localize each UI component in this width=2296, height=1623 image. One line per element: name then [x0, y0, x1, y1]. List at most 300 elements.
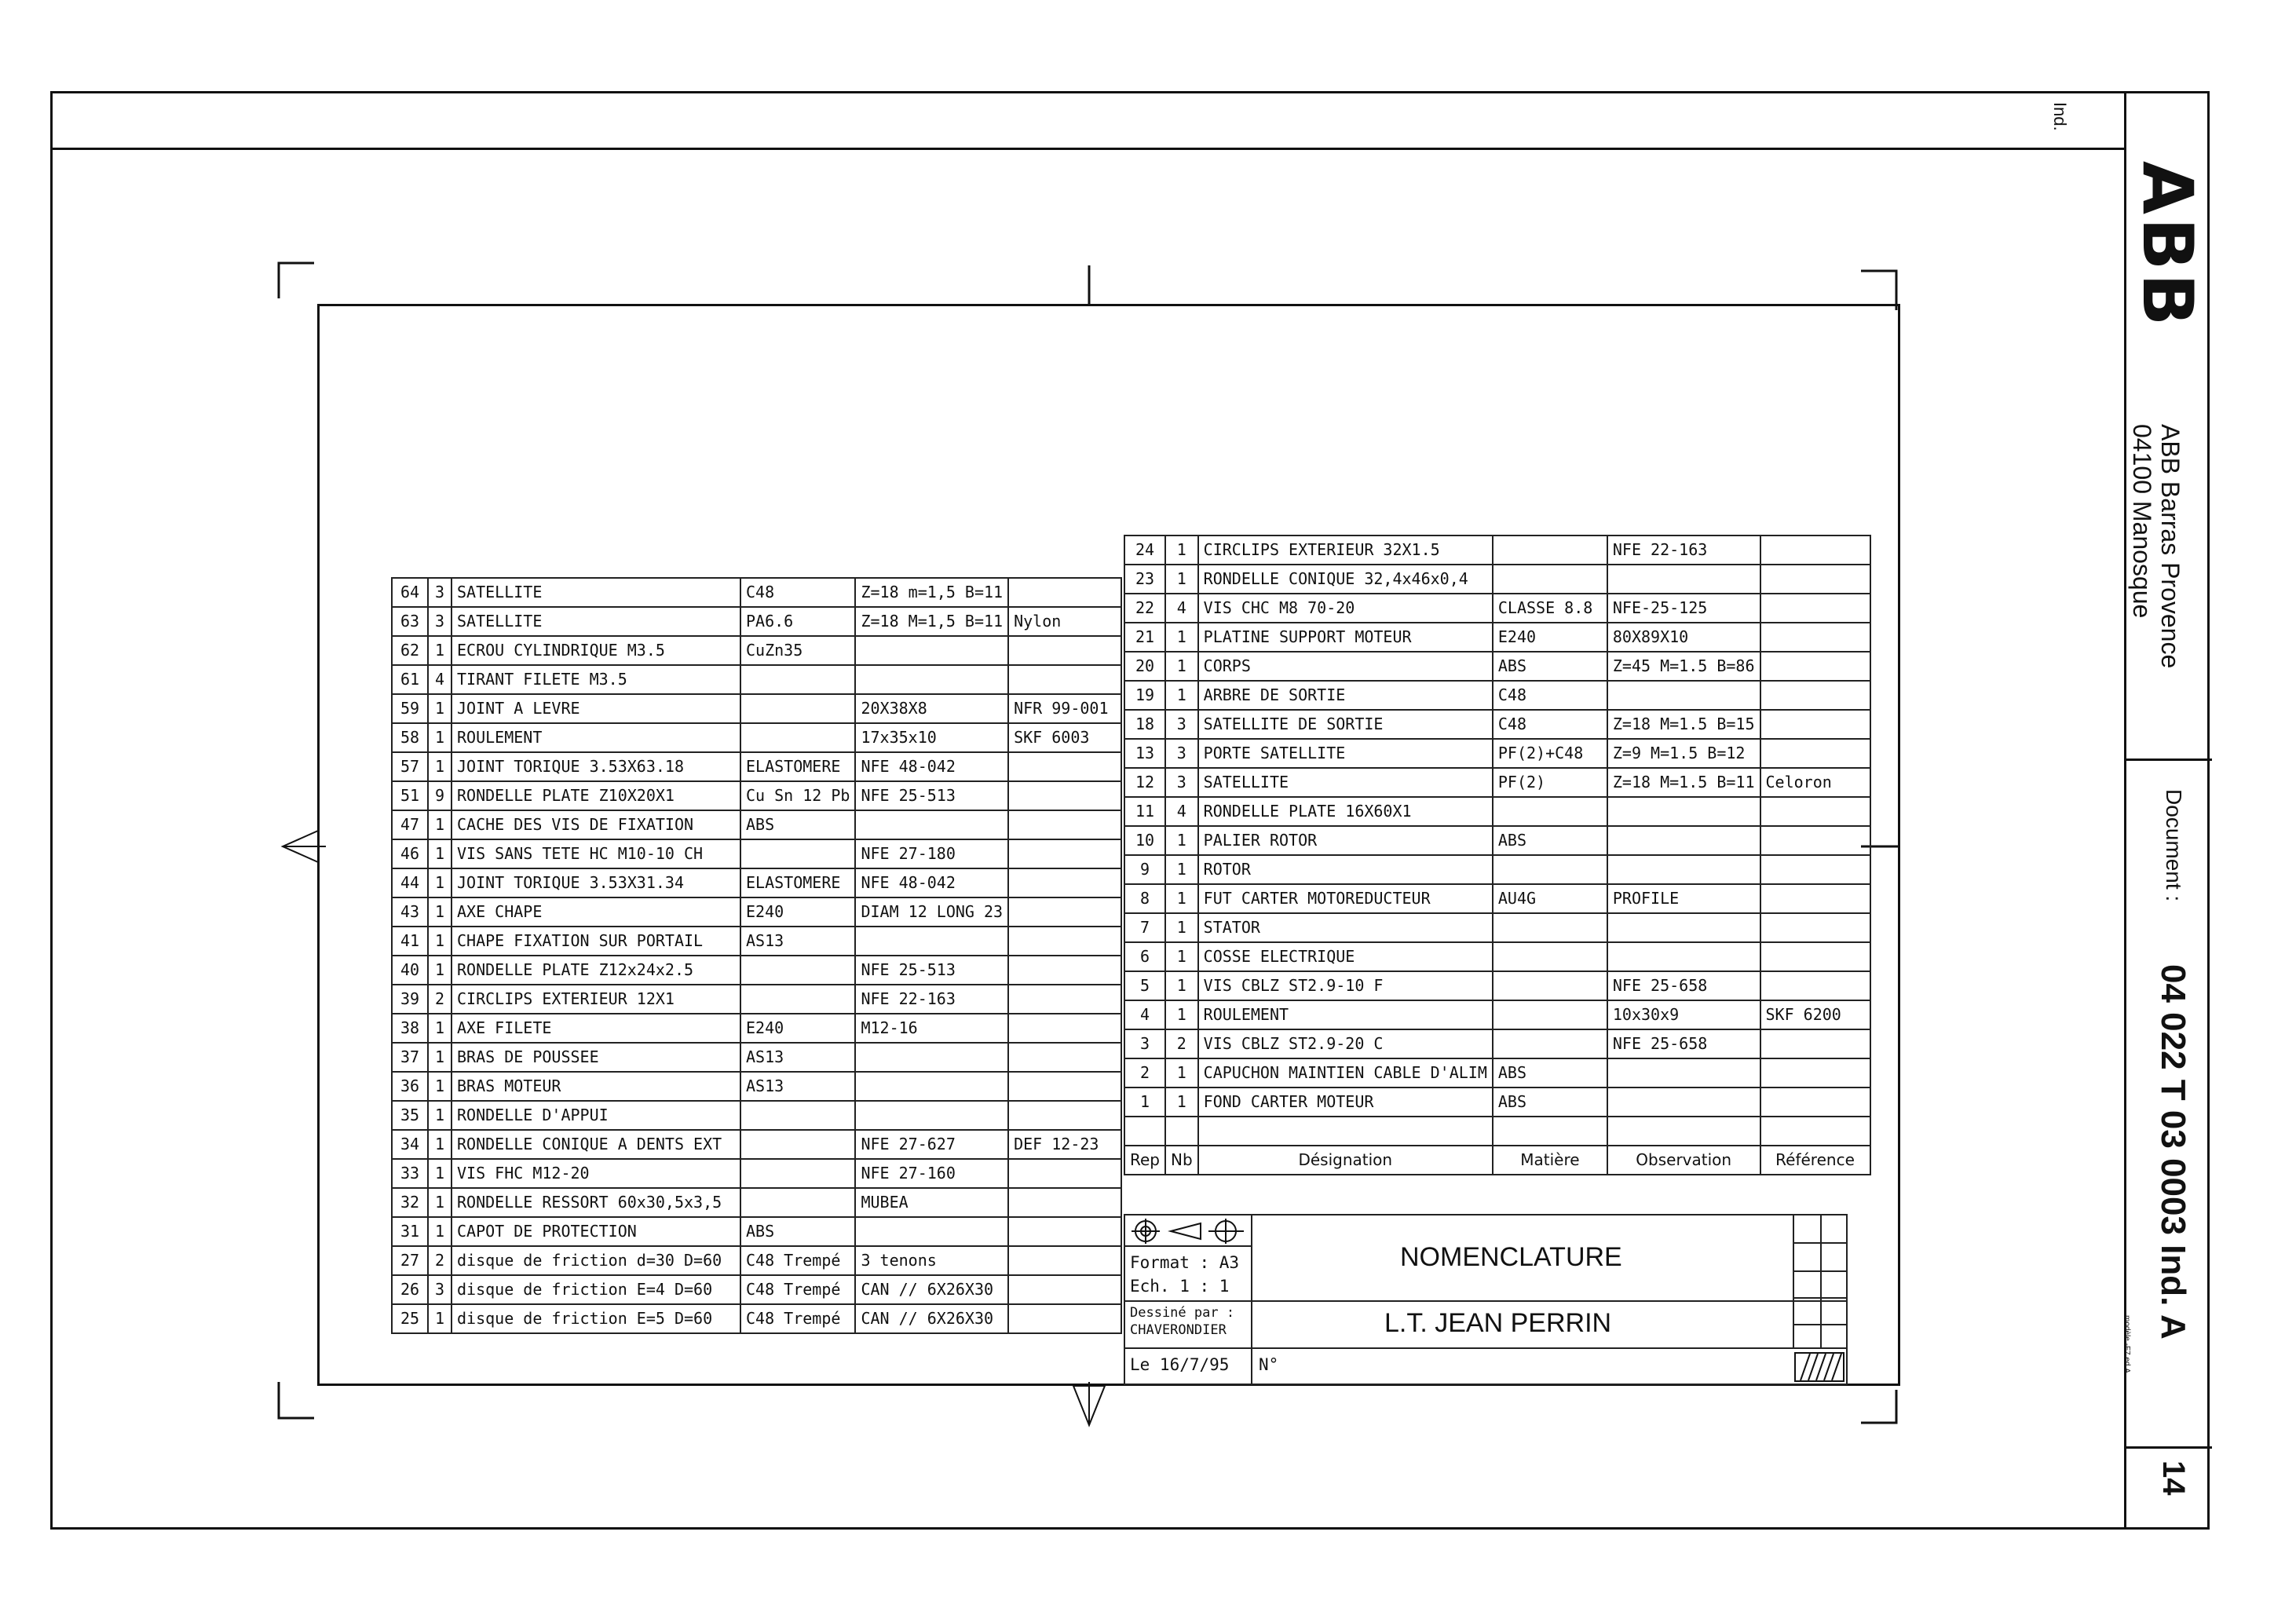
- material-cell: ELASTOMERE: [740, 752, 855, 781]
- designation-cell: disque de friction E=4 D=60: [452, 1275, 740, 1304]
- table-row: [1124, 565, 1870, 594]
- qty-cell: 1: [1165, 536, 1198, 565]
- ind-label: Ind.: [2050, 102, 2070, 131]
- reference-cell: [1760, 565, 1870, 594]
- material-cell: [1493, 1029, 1607, 1058]
- rep-cell: 27: [392, 1246, 428, 1275]
- designation-cell: VIS FHC M12-20: [452, 1159, 740, 1188]
- observation-cell: [1607, 826, 1760, 855]
- observation-cell: [855, 810, 1008, 839]
- designation-cell: ECROU CYLINDRIQUE M3.5: [452, 636, 740, 665]
- observation-cell: 3 tenons: [855, 1246, 1008, 1275]
- reference-cell: SKF 6200: [1760, 1000, 1870, 1029]
- observation-cell: [1607, 1087, 1760, 1117]
- number-label: N°: [1259, 1355, 1279, 1374]
- qty-cell: 1: [428, 1188, 452, 1217]
- material-cell: [1493, 536, 1607, 565]
- reference-cell: NFR 99-001: [1008, 694, 1121, 723]
- observation-cell: Z=18 m=1,5 B=11: [855, 578, 1008, 607]
- rep-cell: 33: [392, 1159, 428, 1188]
- material-cell: CuZn35: [740, 636, 855, 665]
- reference-cell: [1760, 884, 1870, 913]
- table-row: [1124, 942, 1870, 971]
- observation-cell: NFE 27-180: [855, 839, 1008, 868]
- reference-cell: [1008, 636, 1121, 665]
- designation-cell: CIRCLIPS EXTERIEUR 32X1.5: [1198, 536, 1493, 565]
- qty-cell: 1: [428, 1072, 452, 1101]
- company-name: ABB Barras Provence: [2156, 424, 2184, 669]
- table-row: [392, 694, 1121, 723]
- designation-cell: AXE CHAPE: [452, 897, 740, 927]
- qty-cell: 1: [428, 810, 452, 839]
- corner-mark: [1861, 1390, 1896, 1423]
- reference-cell: [1008, 752, 1121, 781]
- designation-cell: CAPOT DE PROTECTION: [452, 1217, 740, 1246]
- qty-cell: 3: [428, 1275, 452, 1304]
- table-row: [1124, 536, 1870, 565]
- reference-cell: [1760, 942, 1870, 971]
- rep-cell: 26: [392, 1275, 428, 1304]
- reference-cell: [1760, 826, 1870, 855]
- material-cell: C48: [1493, 710, 1607, 739]
- table-row: [1124, 739, 1870, 768]
- rep-cell: 38: [392, 1014, 428, 1043]
- rep-cell: 47: [392, 810, 428, 839]
- observation-cell: [855, 1043, 1008, 1072]
- reference-cell: [1008, 1217, 1121, 1246]
- reference-cell: [1760, 855, 1870, 884]
- material-cell: [740, 839, 855, 868]
- rep-cell: 7: [1124, 913, 1165, 942]
- rep-cell: 20: [1124, 652, 1165, 681]
- material-cell: AS13: [740, 1043, 855, 1072]
- observation-cell: Z=18 M=1.5 B=11: [1607, 768, 1760, 797]
- rep-cell: 58: [392, 723, 428, 752]
- table-row: [392, 636, 1121, 665]
- qty-cell: 1: [428, 1217, 452, 1246]
- reference-cell: SKF 6003: [1008, 723, 1121, 752]
- rep-cell: 59: [392, 694, 428, 723]
- reference-cell: Celoron: [1760, 768, 1870, 797]
- table-row: [1124, 797, 1870, 826]
- table-row: [392, 1014, 1121, 1043]
- qty-cell: 1: [1165, 942, 1198, 971]
- reference-cell: [1008, 897, 1121, 927]
- qty-cell: 1: [1165, 565, 1198, 594]
- observation-cell: Z=18 M=1,5 B=11: [855, 607, 1008, 636]
- rep-cell: 13: [1124, 739, 1165, 768]
- reference-cell: [1760, 681, 1870, 710]
- observation-cell: Z=18 M=1.5 B=15: [1607, 710, 1760, 739]
- reference-cell: [1760, 1058, 1870, 1087]
- qty-cell: 1: [428, 723, 452, 752]
- material-cell: ABS: [740, 810, 855, 839]
- bom-table-left: [391, 577, 1122, 1334]
- col-designation: Désignation: [1198, 1146, 1493, 1175]
- table-row: [392, 927, 1121, 956]
- designation-cell: RONDELLE CONIQUE A DENTS EXT: [452, 1130, 740, 1159]
- table-row: [1124, 1058, 1870, 1087]
- reference-cell: [1008, 810, 1121, 839]
- material-cell: [740, 665, 855, 694]
- observation-cell: NFE 48-042: [855, 868, 1008, 897]
- designation-cell: RONDELLE PLATE Z12x24x2.5: [452, 956, 740, 985]
- material-cell: ABS: [1493, 652, 1607, 681]
- qty-cell: 1: [1165, 652, 1198, 681]
- rep-cell: 46: [392, 839, 428, 868]
- designation-cell: ROULEMENT: [452, 723, 740, 752]
- qty-cell: 3: [428, 578, 452, 607]
- designation-cell: TIRANT FILETE M3.5: [452, 665, 740, 694]
- table-row: [392, 1217, 1121, 1246]
- material-cell: C48 Trempé: [740, 1246, 855, 1275]
- material-cell: AS13: [740, 1072, 855, 1101]
- rep-cell: 22: [1124, 594, 1165, 623]
- qty-cell: 1: [1165, 681, 1198, 710]
- designation-cell: BRAS MOTEUR: [452, 1072, 740, 1101]
- designation-cell: SATELLITE: [452, 578, 740, 607]
- observation-cell: NFE 25-658: [1607, 971, 1760, 1000]
- rep-cell: 11: [1124, 797, 1165, 826]
- date-label: Le 16/7/95: [1130, 1355, 1230, 1374]
- material-cell: C48: [740, 578, 855, 607]
- material-cell: [740, 723, 855, 752]
- material-cell: [1493, 1000, 1607, 1029]
- table-row: [392, 781, 1121, 810]
- designation-cell: AXE FILETE: [452, 1014, 740, 1043]
- designation-cell: ROULEMENT: [1198, 1000, 1493, 1029]
- qty-cell: 1: [428, 868, 452, 897]
- reference-cell: [1760, 1087, 1870, 1117]
- drawn-by-label: Dessiné par :: [1130, 1305, 1235, 1321]
- table-row: [392, 985, 1121, 1014]
- reference-cell: [1760, 971, 1870, 1000]
- rep-cell: 51: [392, 781, 428, 810]
- observation-cell: [1607, 797, 1760, 826]
- observation-cell: NFE 22-163: [855, 985, 1008, 1014]
- table-row: [392, 1072, 1121, 1101]
- qty-cell: 1: [428, 636, 452, 665]
- table-row: [392, 1159, 1121, 1188]
- hatch-box-icon: [1794, 1352, 1844, 1382]
- table-row: [1124, 1000, 1870, 1029]
- rep-cell: 37: [392, 1043, 428, 1072]
- material-cell: [740, 1159, 855, 1188]
- qty-cell: 2: [428, 1246, 452, 1275]
- drawn-by-name: CHAVERONDIER: [1130, 1322, 1227, 1338]
- rep-cell: 35: [392, 1101, 428, 1130]
- reference-cell: [1008, 1159, 1121, 1188]
- table-row: [1124, 855, 1870, 884]
- designation-cell: CORPS: [1198, 652, 1493, 681]
- table-row: [392, 1246, 1121, 1275]
- reference-cell: [1760, 652, 1870, 681]
- document-number: 04 022 T 03 0003 Ind. A: [2154, 964, 2192, 1340]
- observation-cell: [855, 1072, 1008, 1101]
- document-label: Document :: [2162, 789, 2186, 902]
- designation-cell: JOINT TORIQUE 3.53X31.34: [452, 868, 740, 897]
- designation-cell: RONDELLE PLATE 16X60X1: [1198, 797, 1493, 826]
- designation-cell: RONDELLE RESSORT 60x30,5x3,5: [452, 1188, 740, 1217]
- rep-cell: 57: [392, 752, 428, 781]
- material-cell: [1493, 913, 1607, 942]
- qty-cell: 1: [1165, 1087, 1198, 1117]
- material-cell: ELASTOMERE: [740, 868, 855, 897]
- rep-cell: 61: [392, 665, 428, 694]
- rep-cell: 18: [1124, 710, 1165, 739]
- table-row: [1124, 913, 1870, 942]
- rep-cell: 19: [1124, 681, 1165, 710]
- reference-cell: [1760, 739, 1870, 768]
- rep-cell: 41: [392, 927, 428, 956]
- rep-cell: 32: [392, 1188, 428, 1217]
- qty-cell: 1: [428, 897, 452, 927]
- observation-cell: NFE-25-125: [1607, 594, 1760, 623]
- rep-cell: 21: [1124, 623, 1165, 652]
- material-cell: [1493, 565, 1607, 594]
- abb-logo: ABB: [2127, 161, 2208, 330]
- rep-cell: 34: [392, 1130, 428, 1159]
- qty-cell: 1: [428, 1159, 452, 1188]
- rep-cell: 62: [392, 636, 428, 665]
- rep-cell: 40: [392, 956, 428, 985]
- table-row: [392, 1130, 1121, 1159]
- qty-cell: 4: [1165, 594, 1198, 623]
- designation-cell: SATELLITE: [452, 607, 740, 636]
- table-row: [392, 868, 1121, 897]
- rep-cell: 23: [1124, 565, 1165, 594]
- material-cell: Cu Sn 12 Pb: [740, 781, 855, 810]
- designation-cell: JOINT TORIQUE 3.53X63.18: [452, 752, 740, 781]
- observation-cell: PROFILE: [1607, 884, 1760, 913]
- qty-cell: 1: [1165, 913, 1198, 942]
- observation-cell: Z=45 M=1.5 B=86: [1607, 652, 1760, 681]
- material-cell: C48 Trempé: [740, 1304, 855, 1333]
- material-cell: CLASSE 8.8: [1493, 594, 1607, 623]
- designation-cell: SATELLITE DE SORTIE: [1198, 710, 1493, 739]
- table-row: [1124, 652, 1870, 681]
- observation-cell: [1607, 1117, 1760, 1146]
- qty-cell: 1: [428, 1130, 452, 1159]
- col-rep: Rep: [1124, 1146, 1165, 1175]
- designation-cell: disque de friction E=5 D=60: [452, 1304, 740, 1333]
- designation-cell: FOND CARTER MOTEUR: [1198, 1087, 1493, 1117]
- reference-cell: [1760, 1117, 1870, 1146]
- reference-cell: [1008, 927, 1121, 956]
- qty-cell: 4: [428, 665, 452, 694]
- rep-cell: 43: [392, 897, 428, 927]
- observation-cell: 20X38X8: [855, 694, 1008, 723]
- designation-cell: PLATINE SUPPORT MOTEUR: [1198, 623, 1493, 652]
- reference-cell: [1760, 623, 1870, 652]
- observation-cell: DIAM 12 LONG 23: [855, 897, 1008, 927]
- qty-cell: 1: [1165, 1058, 1198, 1087]
- qty-cell: 2: [1165, 1029, 1198, 1058]
- reference-cell: Nylon: [1008, 607, 1121, 636]
- projection-symbol-icon: [1130, 1219, 1248, 1244]
- format-label: Format : A3: [1130, 1253, 1240, 1272]
- material-cell: [740, 694, 855, 723]
- designation-cell: CHAPE FIXATION SUR PORTAIL: [452, 927, 740, 956]
- reference-cell: DEF 12-23: [1008, 1130, 1121, 1159]
- designation-cell: STATOR: [1198, 913, 1493, 942]
- qty-cell: 3: [428, 607, 452, 636]
- rep-cell: 36: [392, 1072, 428, 1101]
- designation-cell: RONDELLE D'APPUI: [452, 1101, 740, 1130]
- designation-cell: CIRCLIPS EXTERIEUR 12X1: [452, 985, 740, 1014]
- reference-cell: [1008, 1014, 1121, 1043]
- reference-cell: [1008, 578, 1121, 607]
- observation-cell: 10x30x9: [1607, 1000, 1760, 1029]
- table-row: [1124, 1029, 1870, 1058]
- material-cell: ABS: [1493, 1058, 1607, 1087]
- material-cell: [740, 1188, 855, 1217]
- table-header-row: [1124, 1146, 1870, 1175]
- qty-cell: 1: [1165, 623, 1198, 652]
- designation-cell: ROTOR: [1198, 855, 1493, 884]
- material-cell: C48: [1493, 681, 1607, 710]
- company-city: 04100 Manosque: [2128, 424, 2156, 619]
- designation-cell: BRAS DE POUSSEE: [452, 1043, 740, 1072]
- rep-cell: 44: [392, 868, 428, 897]
- school-name: L.T. JEAN PERRIN: [1384, 1308, 1612, 1338]
- observation-cell: NFE 25-513: [855, 781, 1008, 810]
- table-row: [1124, 681, 1870, 710]
- table-row: [1124, 971, 1870, 1000]
- designation-cell: VIS CBLZ ST2.9-20 C: [1198, 1029, 1493, 1058]
- reference-cell: [1008, 1043, 1121, 1072]
- observation-cell: [855, 665, 1008, 694]
- qty-cell: 1: [1165, 855, 1198, 884]
- reference-cell: [1008, 781, 1121, 810]
- rep-cell: 64: [392, 578, 428, 607]
- qty-cell: [1165, 1117, 1198, 1146]
- reference-cell: [1760, 594, 1870, 623]
- table-row: [1124, 884, 1870, 913]
- corner-mark: [279, 1382, 314, 1418]
- rep-cell: 4: [1124, 1000, 1165, 1029]
- table-row: [392, 897, 1121, 927]
- observation-cell: [1607, 565, 1760, 594]
- qty-cell: 3: [1165, 710, 1198, 739]
- qty-cell: 1: [428, 1014, 452, 1043]
- table-row: [1124, 1087, 1870, 1117]
- qty-cell: 1: [428, 839, 452, 868]
- designation-cell: COSSE ELECTRIQUE: [1198, 942, 1493, 971]
- material-cell: PF(2)+C48: [1493, 739, 1607, 768]
- rep-cell: 1: [1124, 1087, 1165, 1117]
- material-cell: ABS: [1493, 826, 1607, 855]
- material-cell: [1493, 855, 1607, 884]
- model-note: modèle -F7 ed.A: [2122, 1315, 2131, 1373]
- observation-cell: [855, 1217, 1008, 1246]
- table-row: [1124, 768, 1870, 797]
- designation-cell: JOINT A LEVRE: [452, 694, 740, 723]
- material-cell: E240: [740, 897, 855, 927]
- designation-cell: PALIER ROTOR: [1198, 826, 1493, 855]
- table-row: [392, 839, 1121, 868]
- rep-cell: 2: [1124, 1058, 1165, 1087]
- designation-cell: [1198, 1117, 1493, 1146]
- rep-cell: 9: [1124, 855, 1165, 884]
- table-row: [392, 1304, 1121, 1333]
- designation-cell: VIS CBLZ ST2.9-10 F: [1198, 971, 1493, 1000]
- designation-cell: VIS CHC M8 70-20: [1198, 594, 1493, 623]
- observation-cell: [855, 927, 1008, 956]
- material-cell: AU4G: [1493, 884, 1607, 913]
- observation-cell: MUBEA: [855, 1188, 1008, 1217]
- designation-cell: ARBRE DE SORTIE: [1198, 681, 1493, 710]
- scale-label: Ech. 1 : 1: [1130, 1277, 1230, 1296]
- rep-cell: 3: [1124, 1029, 1165, 1058]
- designation-cell: RONDELLE PLATE Z10X20X1: [452, 781, 740, 810]
- table-row: [392, 578, 1121, 607]
- title-block: [1124, 1214, 1848, 1385]
- col-reference: Référence: [1760, 1146, 1870, 1175]
- rep-cell: 31: [392, 1217, 428, 1246]
- observation-cell: NFE 25-658: [1607, 1029, 1760, 1058]
- reference-cell: [1760, 913, 1870, 942]
- reference-cell: [1008, 868, 1121, 897]
- observation-cell: [1607, 855, 1760, 884]
- col-nb: Nb: [1165, 1146, 1198, 1175]
- material-cell: E240: [740, 1014, 855, 1043]
- table-row: [392, 1188, 1121, 1217]
- qty-cell: 1: [428, 1304, 452, 1333]
- designation-cell: SATELLITE: [1198, 768, 1493, 797]
- rep-cell: 63: [392, 607, 428, 636]
- material-cell: [1493, 942, 1607, 971]
- observation-cell: NFE 22-163: [1607, 536, 1760, 565]
- reference-cell: [1008, 1304, 1121, 1333]
- observation-cell: M12-16: [855, 1014, 1008, 1043]
- material-cell: C48 Trempé: [740, 1275, 855, 1304]
- rep-cell: 8: [1124, 884, 1165, 913]
- corner-mark: [279, 263, 314, 298]
- material-cell: AS13: [740, 927, 855, 956]
- qty-cell: 1: [1165, 971, 1198, 1000]
- table-row: [1124, 623, 1870, 652]
- reference-cell: [1008, 985, 1121, 1014]
- table-row: [392, 1043, 1121, 1072]
- qty-cell: 1: [428, 927, 452, 956]
- rep-cell: 25: [392, 1304, 428, 1333]
- reference-cell: [1760, 536, 1870, 565]
- material-cell: [740, 956, 855, 985]
- observation-cell: 17x35x10: [855, 723, 1008, 752]
- qty-cell: 1: [1165, 826, 1198, 855]
- designation-cell: VIS SANS TETE HC M10-10 CH: [452, 839, 740, 868]
- qty-cell: 1: [428, 956, 452, 985]
- table-row: [392, 665, 1121, 694]
- designation-cell: FUT CARTER MOTOREDUCTEUR: [1198, 884, 1493, 913]
- bom-table-right: [1124, 535, 1871, 1175]
- material-cell: [1493, 971, 1607, 1000]
- reference-cell: [1008, 1188, 1121, 1217]
- observation-cell: [1607, 681, 1760, 710]
- qty-cell: 3: [1165, 739, 1198, 768]
- reference-cell: [1760, 710, 1870, 739]
- table-row: [1124, 1117, 1870, 1146]
- col-observation: Observation: [1607, 1146, 1760, 1175]
- qty-cell: 1: [1165, 884, 1198, 913]
- material-cell: ABS: [1493, 1087, 1607, 1117]
- observation-cell: NFE 27-627: [855, 1130, 1008, 1159]
- designation-cell: CACHE DES VIS DE FIXATION: [452, 810, 740, 839]
- observation-cell: NFE 48-042: [855, 752, 1008, 781]
- table-row: [392, 723, 1121, 752]
- sheet-number: 14: [2156, 1460, 2191, 1496]
